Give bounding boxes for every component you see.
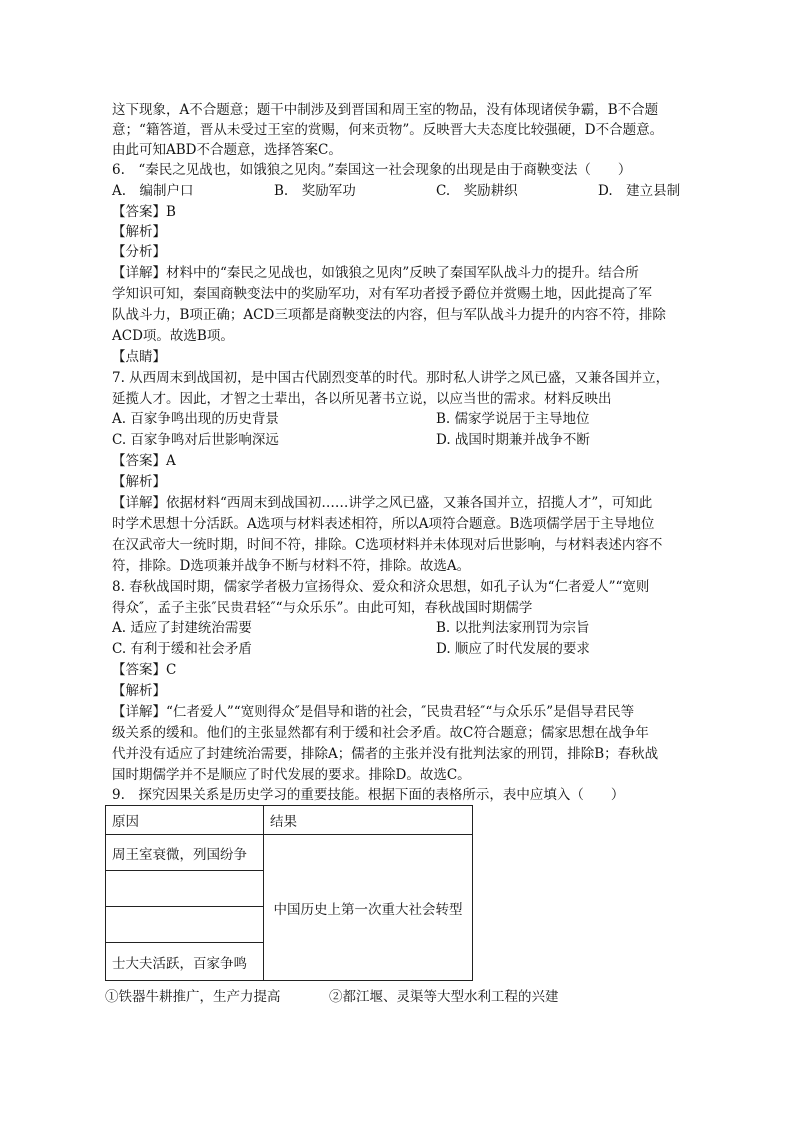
q6-detail-4: ACD项。故选B项。 xyxy=(112,328,234,344)
q9-choice-2: ②都江堰、灵渠等大型水利工程的兴建 xyxy=(329,989,559,1005)
q9-choice-1: ①铁器牛耕推广，生产力提高 xyxy=(105,989,281,1005)
q8-stem-2: 得众″，孟子主张″民贵君轻″“与众乐乐”。由此可知，春秋战国时期儒学 xyxy=(112,600,533,616)
q7-jiexi: 【解析】 xyxy=(112,474,166,490)
q8-option-d: D. 顺应了时代发展的要求 xyxy=(436,641,590,657)
q7-option-a: A. 百家争鸣出现的历史背景 xyxy=(112,411,279,427)
q6-option-b: B. 奖励军功 xyxy=(274,183,356,199)
q8-detail-1: 【详解】“仁者爱人”“宽则得众″是倡导和谐的社会，″民贵君轻″“与众乐乐”是倡导君民等 xyxy=(112,704,635,720)
table-cause-2-blank xyxy=(106,871,264,907)
q8-stem-1: 8. 春秋战国时期，儒家学者极力宣扬得众、爱众和济众思想，如孔子认为“仁者爱人”“宽则 xyxy=(112,579,650,595)
table-cause-1: 周王室衰微，列国纷争 xyxy=(106,835,264,871)
q7-stem-2: 延揽人才。因此，才智之士辈出，各以所见著书立说，以应当世的需求。材料反映出 xyxy=(112,391,612,407)
q6-stem: 6. “秦民之见战也，如饿狼之见肉。”秦国这一社会现象的出现是由于商鞅变法（ ） xyxy=(112,162,632,178)
q8-option-c: C. 有利于缓和社会矛盾 xyxy=(112,641,252,657)
table-result: 中国历史上第一次重大社会转型 xyxy=(264,835,473,981)
intro-line-3: 由此可知ABD不合题意，选择答案C。 xyxy=(112,142,342,158)
q8-jiexi: 【解析】 xyxy=(112,683,166,699)
q6-option-a: A. 编制户口 xyxy=(112,183,194,199)
intro-line-2: 意；“籍答道，晋从未受过王室的赏赐，何来贡物”。反映晋大夫态度比较强硬，D不合题意。 xyxy=(112,122,664,138)
q6-dianjing: 【点睛】 xyxy=(112,349,166,365)
q8-option-a: A. 适应了封建统治需要 xyxy=(112,620,252,636)
q6-answer: 【答案】B xyxy=(112,204,176,220)
q7-detail-1: 【详解】依据材料“西周末到战国初……讲学之风已盛，又兼各国并立，招揽人才”，可知此 xyxy=(112,495,653,511)
q9-stem: 9. 探究因果关系是历史学习的重要技能。根据下面的表格所示，表中应填入（ ） xyxy=(112,787,625,803)
q7-detail-2: 时学术思想十分活跃。A选项与材料表述相符，所以A项符合题意。B选项儒学居于主导地位 xyxy=(112,516,655,532)
q8-detail-3: 代并没有适应了封建统治需要，排除A；儒者的主张并没有批判法家的刑罚，排除B；春秋战 xyxy=(112,746,659,762)
q8-answer: 【答案】C xyxy=(112,662,177,678)
q7-stem-1: 7. 从西周末到战国初，是中国古代剧烈变革的时代。那时私人讲学之风已盛，又兼各国并立， xyxy=(112,370,670,386)
q7-answer: 【答案】A xyxy=(112,453,176,469)
cause-effect-table xyxy=(105,805,473,981)
q7-detail-4: 符，排除。D选项兼并战争不断与材料不符，排除。故选A。 xyxy=(112,558,471,574)
q6-fenxi: 【分析】 xyxy=(112,244,166,260)
table-cause-4: 士大夫活跃，百家争鸣 xyxy=(106,943,264,981)
q6-option-c: C. 奖励耕织 xyxy=(436,183,518,199)
q6-option-d: D. 建立县制 xyxy=(598,183,681,199)
q6-detail-1: 【详解】材料中的“秦民之见战也，如饿狼之见肉”反映了秦国军队战斗力的提升。结合所 xyxy=(112,265,639,281)
q7-option-c: C. 百家争鸣对后世影响深远 xyxy=(112,432,279,448)
q8-detail-2: 级关系的缓和。他们的主张显然都有利于缓和社会矛盾。故C符合题意；儒家思想在战争年 xyxy=(112,725,649,741)
q6-detail-2: 学知识可知，秦国商鞅变法中的奖励军功，对有军功者授予爵位并赏赐土地，因此提高了军 xyxy=(112,286,652,302)
table-header-cause: 原因 xyxy=(106,806,264,835)
q7-option-b: B. 儒家学说居于主导地位 xyxy=(436,411,590,427)
table-header-result: 结果 xyxy=(264,806,473,835)
q7-detail-3: 在汉武帝大一统时期，时间不符，排除。C选项材料并未体现对后世影响，与材料表述内容不 xyxy=(112,537,663,553)
q8-option-b: B. 以批判法家刑罚为宗旨 xyxy=(436,620,590,636)
intro-line-1: 这下现象，A不合题意；题干中制涉及到晋国和周王室的物品，没有体现诸侯争霸，B不合题 xyxy=(112,102,659,118)
q6-detail-3: 队战斗力，B项正确；ACD三项都是商鞅变法的内容，但与军队战斗力提升的内容不符，排除 xyxy=(112,307,666,323)
q7-option-d: D. 战国时期兼并战争不断 xyxy=(436,432,590,448)
q8-detail-4: 国时期儒学并不是顺应了时代发展的要求。排除D。故选C。 xyxy=(112,767,471,783)
q6-jiexi: 【解析】 xyxy=(112,224,166,240)
table-cause-3-blank xyxy=(106,907,264,943)
